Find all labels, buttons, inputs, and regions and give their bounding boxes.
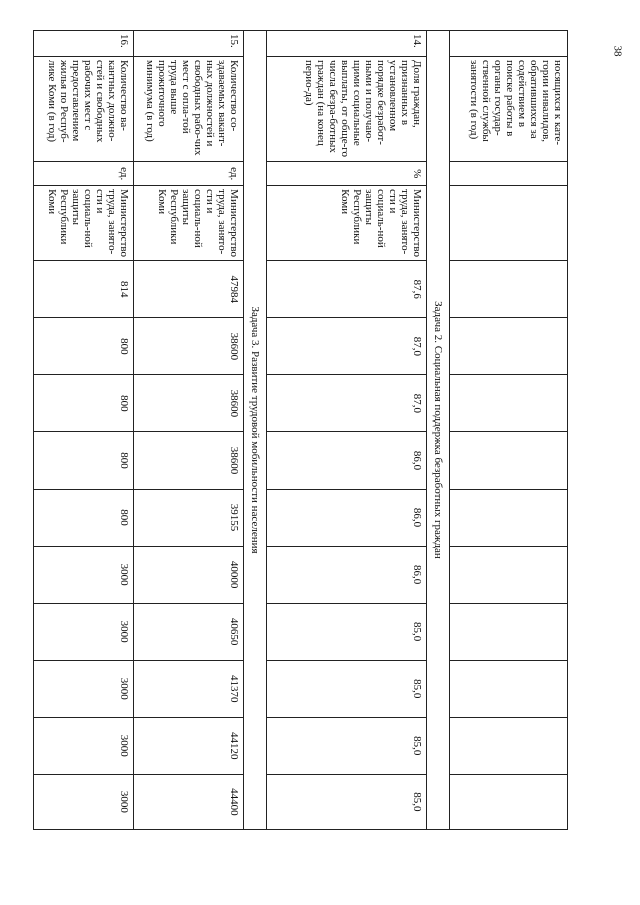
- value: 40000: [134, 546, 244, 603]
- row-number: 16.: [34, 31, 134, 57]
- value-cell: [450, 603, 568, 660]
- indicator-text: Доля граждан, признанных в установленном порядке безработ-ными и получаю-щими социальные выплаты, от обще-го числа безра-ботных граждан (на конец перио-да): [267, 57, 427, 162]
- value: 87,0: [267, 375, 427, 432]
- value-cell: [450, 432, 568, 489]
- value: 86,0: [267, 432, 427, 489]
- value: 3000: [34, 660, 134, 717]
- value-cell: [450, 261, 568, 318]
- value: 38600: [134, 375, 244, 432]
- value: 44120: [134, 717, 244, 774]
- indicator-text: Количество ва-кантных должно-стей и свободных рабочих мест с предоставлением жилья по Респуб-лике Коми (в год): [34, 57, 134, 162]
- value: 3000: [34, 603, 134, 660]
- indicators-table: [33, 30, 568, 830]
- value: 800: [34, 318, 134, 375]
- value: 814: [34, 261, 134, 318]
- indicator-text: Количество со-здаваемых вакант-ных должностей и свободных рабо-чих мест с опла-той труда выше прожиточного минимума (в год): [134, 57, 244, 162]
- task-row: [244, 31, 267, 830]
- table-rotator: [46, 30, 568, 830]
- row-number-cell: [450, 31, 568, 57]
- value: 85,0: [267, 660, 427, 717]
- value: 41370: [134, 660, 244, 717]
- row-number: 14.: [267, 31, 427, 57]
- value-cell: [450, 717, 568, 774]
- value: 85,0: [267, 603, 427, 660]
- task-heading: Задача 2. Социальная поддержка безработных граждан: [427, 31, 450, 830]
- value: 800: [34, 432, 134, 489]
- value: 800: [34, 489, 134, 546]
- indicator-cell: носящихся к кате- гории инвалидов, обратившихся за содействием в поиске работы в органы государ- ственной службы занятости (в год): [450, 57, 568, 162]
- value-cell: [450, 375, 568, 432]
- value: 39155: [134, 489, 244, 546]
- value-cell: [450, 318, 568, 375]
- executor: Министерство труда, занято-сти и социаль-ной защиты Республики Коми: [34, 186, 134, 261]
- task-heading: Задача 3. Развитие трудовой мобильности населения: [244, 31, 267, 830]
- value: 3000: [34, 774, 134, 829]
- value-cell: [450, 546, 568, 603]
- value-cell: [450, 774, 568, 829]
- value: 38600: [134, 432, 244, 489]
- value: 3000: [34, 717, 134, 774]
- page-number: 38: [611, 45, 624, 57]
- value: 86,0: [267, 489, 427, 546]
- row-number: 15.: [134, 31, 244, 57]
- executor-cell: [450, 186, 568, 261]
- value: 87,0: [267, 318, 427, 375]
- unit-cell: [450, 162, 568, 186]
- value: 87,6: [267, 261, 427, 318]
- value: 86,0: [267, 546, 427, 603]
- value: 40650: [134, 603, 244, 660]
- executor: Министерство труда, занято-сти и социаль-ной защиты Республики Коми: [267, 186, 427, 261]
- table-row-continued: [450, 31, 568, 830]
- table-row: [267, 31, 427, 830]
- table-row: [134, 31, 244, 830]
- executor: Министерство труда, занято-сти и социаль-ной защиты Республики Коми: [134, 186, 244, 261]
- value: 44400: [134, 774, 244, 829]
- value: 85,0: [267, 717, 427, 774]
- value: 85,0: [267, 774, 427, 829]
- task-row: [427, 31, 450, 830]
- table-row: [34, 31, 134, 830]
- value: 3000: [34, 546, 134, 603]
- value-cell: [450, 660, 568, 717]
- unit: ед.: [34, 162, 134, 186]
- value: 800: [34, 375, 134, 432]
- value: 38600: [134, 318, 244, 375]
- rotated-table-area: [46, 30, 568, 830]
- value: 47984: [134, 261, 244, 318]
- value-cell: [450, 489, 568, 546]
- unit: %: [267, 162, 427, 186]
- unit: ед.: [134, 162, 244, 186]
